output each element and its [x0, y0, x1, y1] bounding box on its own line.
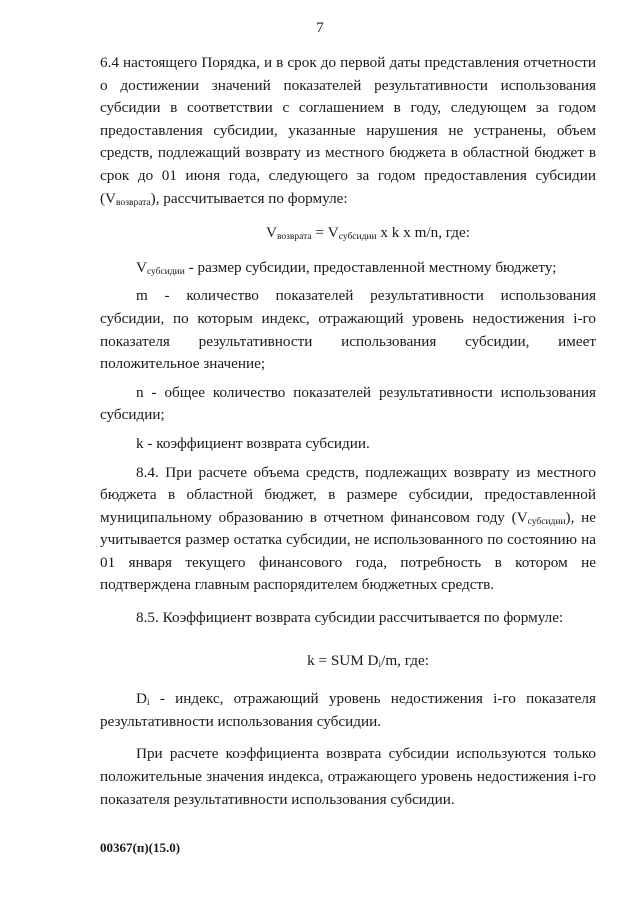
def-v-sub: субсидии — [146, 266, 185, 277]
def-v-text: - размер субсидии, предоставленной местному бюджету; — [184, 258, 557, 276]
definition-d — [100, 688, 596, 733]
formula-return-volume — [100, 222, 596, 245]
formula-coefficient — [100, 650, 596, 673]
paragraph-6-4-text: 6.4 настоящего Порядка, и в срок до первой даты представления отчетности о достижении значений показателей результативности использования субсидии в соответствии с соглашением в году, следующем за годом предоставления субсидии, указанные нарушения не устранены, объем средств, подлежащий возврату из местного бюджета в областной бюджет в срок до 01 июня года, следующего за годом предоставления субсидии (V — [100, 54, 596, 207]
page-number: 7 — [316, 20, 324, 36]
def-d-symbol: D — [136, 690, 147, 708]
formula1-rest: x k x m/n, где: — [376, 224, 470, 242]
formula2-b: /m, где: — [381, 651, 429, 669]
def-d-text: - индекс, отражающий уровень недостижения i-го показателя результативности использования субсидии. — [100, 690, 596, 730]
def-d-sub: i — [146, 698, 150, 709]
paragraph-positive-values: При расчете коэффициента возврата субсидии используются только положительные значения индекса, отражающего уровень недостижения i-го показателя результативности использования субсидии. — [100, 745, 596, 808]
formula2-sub-i: i — [378, 659, 382, 670]
paragraph-6-4-continuation — [100, 52, 596, 210]
def-v-symbol: V — [136, 258, 147, 276]
definition-m: m - количество показателей результативности использования субсидии, по которым индекс, отражающий уровень недостижения i-го показателя результативности использования субсидии, имеет положительное значение; — [100, 287, 596, 373]
formula2-a: k = SUM D — [307, 651, 379, 669]
paragraph-6-4-tail: ), рассчитывается по формуле: — [150, 189, 348, 207]
formula1-v: V — [266, 224, 277, 242]
document-code: 00367(п)(15.0) — [100, 840, 181, 855]
formula1-sub-subsidy: субсидии — [338, 232, 377, 243]
subscript-vozvrata: возврата — [116, 197, 151, 208]
definition-k: k - коэффициент возврата субсидии. — [136, 434, 370, 452]
paragraph-8-5: 8.5. Коэффициент возврата субсидии рассчитывается по формуле: — [136, 609, 564, 627]
paragraph-8-4 — [100, 462, 596, 598]
paragraph-8-4-text-a: 8.4. При расчете объема средств, подлежащих возврату из местного бюджета в областной бюджет, в размере субсидии, предоставленной муниципальному образованию в отчетном финансовом году (V — [100, 463, 596, 526]
definition-n: n - общее количество показателей результативности использования субсидии; — [100, 383, 596, 424]
definition-v-subsidy — [100, 257, 596, 280]
paragraph-8-4-sub: субсидии — [527, 516, 566, 527]
formula1-sub-return: возврата — [276, 232, 312, 243]
paragraph-8-4-text-b: ), не учитывается размер остатка субсидии, не использованного по состоянию на 01 января текущего финансового года, потребность в котором не подтверждена главным распорядителем бюджетных средств. — [100, 508, 596, 594]
formula1-eq: = V — [311, 224, 339, 242]
document-body — [100, 52, 596, 811]
